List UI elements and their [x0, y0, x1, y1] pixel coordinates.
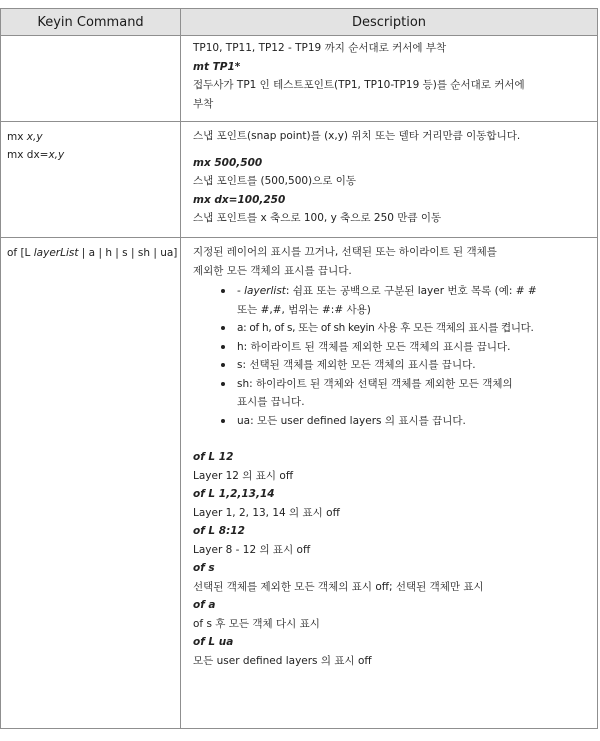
- table-header-row: [1, 9, 598, 36]
- command-arg: x,y: [26, 131, 43, 143]
- list-item: [221, 412, 591, 431]
- desc-line: 접두사가 TP1 인 테스트포인트(TP1, TP10-TP19 등)를 순서대로 커서에: [193, 79, 525, 91]
- option-text: 표시를 끕니다.: [237, 396, 305, 408]
- command-mx-dx: [7, 146, 176, 164]
- bullet-icon: [221, 289, 225, 293]
- table-row: [1, 122, 598, 238]
- desc-line: 부착: [193, 97, 214, 110]
- example-command: mx dx=100,250: [193, 193, 286, 206]
- desc-line: 제외한 모든 객체의 표시를 끕니다.: [193, 264, 352, 277]
- option-text: h: 하이라이트 된 객체를 제외한 모든 객체의 표시를 끕니다.: [237, 340, 511, 353]
- description-cell: [181, 36, 598, 122]
- command-cell: [1, 122, 181, 238]
- command-arg: layerList: [33, 247, 79, 259]
- example-description: 스냅 포인트를 x 축으로 100, y 축으로 250 만큼 이동: [193, 212, 442, 224]
- header-description: Description: [181, 9, 598, 36]
- example-command: of L 1,2,13,14: [193, 488, 275, 500]
- bullet-icon: [221, 345, 225, 349]
- table-row: [1, 238, 598, 729]
- example-command: of L 8:12: [193, 525, 245, 537]
- example-command: mt TP1*: [193, 60, 241, 73]
- bullet-icon: [221, 363, 225, 367]
- example-description: Layer 1, 2, 13, 14 의 표시 off: [193, 506, 340, 519]
- command-of: [7, 244, 176, 262]
- example-command: of L ua: [193, 636, 234, 648]
- command-cell: [1, 36, 181, 122]
- list-item: [221, 356, 591, 375]
- command-mx: [7, 128, 176, 146]
- keyin-command-table: [0, 8, 598, 729]
- desc-line: 스냅 포인트(snap point)를 (x,y) 위치 또는 델타 거리만큼 이동합니다.: [193, 130, 521, 142]
- desc-line: 지정된 레이어의 표시를 끄거나, 선택된 또는 하이라이트 된 객체를: [193, 246, 497, 258]
- command-arg: x,y: [48, 149, 65, 161]
- table-row: [1, 36, 598, 122]
- desc-line: TP10, TP11, TP12 - TP19 까지 순서대로 커서에 부착: [193, 42, 447, 54]
- example-command: mx 500,500: [193, 156, 263, 169]
- bullet-icon: [221, 382, 225, 386]
- option-dash: -: [237, 285, 245, 297]
- option-text: : 쉼표 또는 공백으로 구분된 layer 번호 목록 (예: # #: [285, 285, 537, 297]
- description-cell: [181, 122, 598, 238]
- bullet-icon: [221, 419, 225, 423]
- option-text: sh: 하이라이트 된 객체와 선택된 객체를 제외한 모든 객체의: [237, 377, 513, 390]
- command-text: mx dx=: [7, 149, 49, 161]
- example-command: of a: [193, 599, 216, 611]
- bullet-icon: [221, 326, 225, 330]
- option-term: layerlist: [244, 285, 286, 297]
- list-item: [221, 282, 591, 319]
- option-text: s: 선택된 객체를 제외한 모든 객체의 표시를 끕니다.: [237, 359, 476, 371]
- option-text: a: of h, of s, 또는 of sh keyin 사용 후 모든 객체의 표시를 켭니다.: [237, 322, 534, 334]
- example-command: of s: [193, 562, 215, 574]
- list-item: [221, 338, 591, 357]
- command-cell: [1, 238, 181, 729]
- description-cell: [181, 238, 598, 729]
- example-command: of L 12: [193, 451, 234, 463]
- example-description: of s 후 모든 객체 다시 표시: [193, 617, 320, 630]
- example-description: 모든 user defined layers 의 표시 off: [193, 654, 372, 667]
- command-text: of [L: [7, 247, 34, 259]
- example-description: Layer 8 - 12 의 표시 off: [193, 543, 311, 556]
- example-description: Layer 12 의 표시 off: [193, 469, 294, 482]
- list-item: [221, 375, 591, 412]
- command-text: mx: [7, 131, 27, 143]
- command-text: | a | h | s | sh | ua]: [78, 247, 178, 259]
- example-description: 스냅 포인트를 (500,500)으로 이동: [193, 175, 357, 187]
- list-item: [221, 319, 591, 338]
- example-description: 선택된 객체를 제외한 모든 객체의 표시 off; 선택된 객체만 표시: [193, 580, 484, 593]
- header-keyin-command: Keyin Command: [1, 9, 181, 36]
- option-text: 또는 #,#, 범위는 #:# 사용): [237, 303, 371, 316]
- option-list: [193, 282, 591, 430]
- option-text: ua: 모든 user defined layers 의 표시를 끕니다.: [237, 414, 466, 427]
